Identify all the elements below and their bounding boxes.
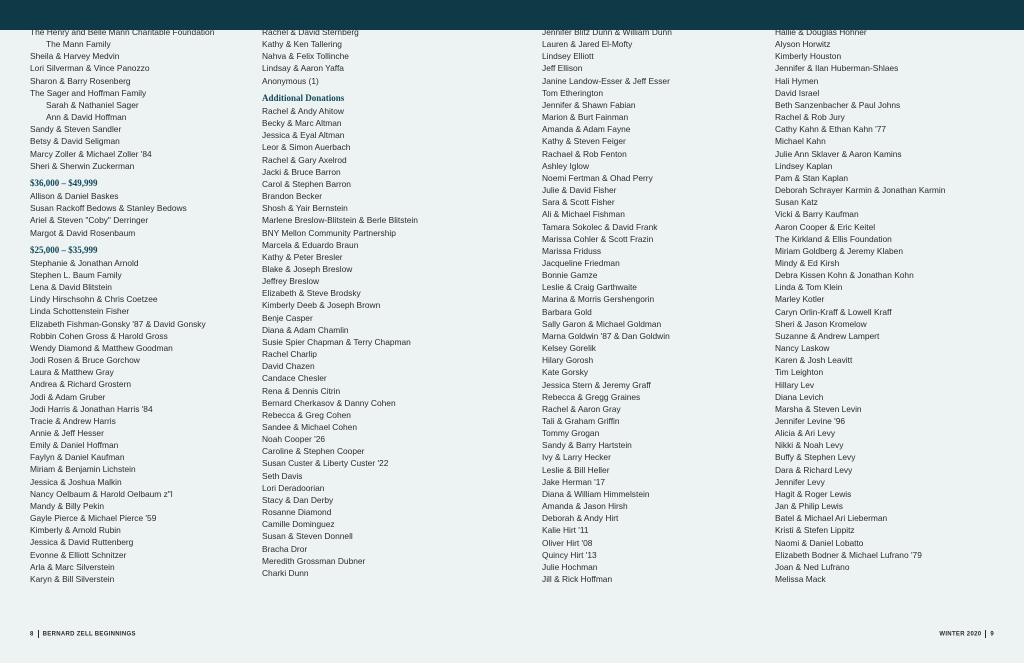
giving-level-heading: $36,000 – $49,999 xyxy=(30,177,98,188)
donor-name: Miriam Goldberg & Jeremy Klaben xyxy=(775,245,904,256)
donor-name: Anonymous (1) xyxy=(262,75,319,86)
donor-name: Lindsey Kaplan xyxy=(775,160,833,171)
donor-name: Elizabeth & Steve Brodsky xyxy=(262,288,361,299)
donor-name: Suzanne & Andrew Lampert xyxy=(775,330,880,341)
donor-name: Rebecca & Greg Cohen xyxy=(262,409,351,420)
page-number-right: 9 xyxy=(990,631,994,638)
donor-name: Rena & Dennis Citrin xyxy=(262,385,341,396)
donor-name: Carol & Stephen Barron xyxy=(262,178,351,189)
donor-name: Tracie & Andrew Harris xyxy=(30,415,116,426)
donor-name: Sarah & Nathaniel Sager xyxy=(46,99,139,110)
donor-name: Elizabeth Bodner & Michael Lufrano '79 xyxy=(775,549,922,560)
donor-name: The Kirkland & Ellis Foundation xyxy=(775,233,892,244)
donor-name: Jennifer Levy xyxy=(775,476,825,487)
donor-name: Nancy Oelbaum & Harold Oelbaum z"l xyxy=(30,488,173,499)
donor-name: Marley Kotler xyxy=(775,294,825,305)
donor-name: Linda & Tom Klein xyxy=(775,282,843,293)
donor-name: Kelsey Gorelik xyxy=(542,343,596,354)
donor-name: Susan Katz xyxy=(775,197,818,208)
donor-name: Nahva & Felix Tollinche xyxy=(262,51,349,62)
donor-name: Rachel & Aaron Gray xyxy=(542,403,621,414)
donor-name: Marissa Friduss xyxy=(542,245,602,256)
donor-name: Jeffrey Breslow xyxy=(262,276,320,287)
donor-name: Jacqueline Friedman xyxy=(542,257,620,268)
donor-name: Debra Kissen Kohn & Jonathan Kohn xyxy=(775,270,914,281)
donor-name: Amanda & Jason Hirsh xyxy=(542,501,628,512)
donor-name: Jennifer & Shawn Fabian xyxy=(542,99,636,110)
donor-name: Marcy Zoller & Michael Zoller '84 xyxy=(30,148,152,159)
donor-name: Sandee & Michael Cohen xyxy=(262,422,357,432)
donor-name: Rachel & Rob Jury xyxy=(775,112,845,123)
donor-name: Karyn & Bill Silverstein xyxy=(30,573,115,584)
donor-name: Emily & Daniel Hoffman xyxy=(30,440,119,451)
donor-name: Rachael & Rob Fenton xyxy=(542,148,627,159)
donor-name: Marsha & Steven Levin xyxy=(775,403,862,414)
donor-name: Joan & Ned Lufrano xyxy=(775,561,850,572)
donor-name: Seth Davis xyxy=(262,470,303,481)
donor-name: Ali & Michael Fishman xyxy=(542,209,625,220)
donor-name: Jodi Rosen & Bruce Gorchow xyxy=(30,355,140,366)
donor-name: Deborah Schrayer Karmin & Jonathan Karmin xyxy=(775,185,946,196)
donor-name: Annie & Jeff Hesser xyxy=(30,428,104,438)
donor-name: Wendy Diamond & Matthew Goodman xyxy=(30,342,173,353)
donor-name: Jill & Rick Hoffman xyxy=(542,574,613,585)
donor-name: Jan & Philip Lewis xyxy=(775,501,843,512)
donor-name: Julie Hochman xyxy=(542,561,598,572)
donor-name: Sheri & Jason Kromelow xyxy=(775,318,867,329)
donor-name: Jacki & Bruce Barron xyxy=(262,166,341,177)
donor-name: Lindsay & Aaron Yaffa xyxy=(262,63,344,74)
donor-name: Ann & David Hoffman xyxy=(46,112,127,123)
donor-name: Sheri & Sherwin Zuckerman xyxy=(30,160,135,171)
donor-name: Kalie Hirt '11 xyxy=(542,525,589,536)
donor-name: The Henry and Belle Mann Charitable Foundation xyxy=(30,27,215,37)
donor-name: Stephen L. Baum Family xyxy=(30,269,122,280)
donor-name: Meredith Grossman Dubner xyxy=(262,555,366,566)
donor-name: Marna Goldwin '87 & Dan Goldwin xyxy=(542,330,670,341)
donor-name: Laura & Matthew Gray xyxy=(30,367,114,378)
donor-name: Arla & Marc Silverstein xyxy=(30,561,115,572)
donor-name: Susan Custer & Liberty Custer '22 xyxy=(262,458,389,469)
donor-name: Sheila & Harvey Medvin xyxy=(30,51,120,62)
donor-name: Stacy & Dan Derby xyxy=(262,494,334,505)
donor-name: Evonne & Elliott Schnitzer xyxy=(30,549,127,560)
donor-name: Kate Gorsky xyxy=(542,367,589,378)
donor-name: Sally Garon & Michael Goldman xyxy=(542,318,662,329)
donor-name: Shosh & Yair Bernstein xyxy=(262,203,348,214)
donor-name: Susie Spier Chapman & Terry Chapman xyxy=(262,336,411,347)
donor-name: The Sager and Hoffman Family xyxy=(30,87,147,98)
donor-name: Leor & Simon Auerbach xyxy=(262,142,351,153)
donor-name: Jessica & Eyal Altman xyxy=(262,130,345,141)
donor-name: David Chazen xyxy=(262,361,315,372)
donor-name: Sandy & Barry Hartstein xyxy=(542,440,632,451)
donor-name: Kathy & Ken Tallering xyxy=(262,39,342,50)
donor-name: Lori Deradoorian xyxy=(262,482,325,493)
donor-column-2 xyxy=(262,26,492,579)
donor-name: Marion & Burt Fainman xyxy=(542,112,629,123)
donor-name: Marissa Cohler & Scott Frazin xyxy=(542,233,654,244)
giving-level-heading: $25,000 – $35,999 xyxy=(30,244,98,255)
donor-name: Allison & Daniel Baskes xyxy=(30,191,119,202)
donor-name: Barbara Gold xyxy=(542,306,592,317)
donor-name: Rebecca & Gregg Graines xyxy=(542,391,641,402)
donor-name: Marlene Breslow-Blitstein & Berle Blitstein xyxy=(262,215,418,226)
donor-name: The Mann Family xyxy=(46,39,111,50)
donor-name: Julie & David Fisher xyxy=(542,185,617,196)
donor-column-4 xyxy=(775,26,1005,585)
donor-name: Mandy & Billy Pekin xyxy=(30,500,105,511)
donor-name: Oliver Hirt '08 xyxy=(542,537,593,548)
donor-name: Kathy & Peter Bresler xyxy=(262,251,343,262)
donor-name: Bracha Dror xyxy=(262,543,308,554)
donor-name: Ivy & Larry Hecker xyxy=(542,452,611,463)
donor-name: Karen & Josh Leavitt xyxy=(775,355,853,366)
donor-name: Jennifer & Ilan Huberman-Shlaes xyxy=(775,63,899,74)
footer-left xyxy=(30,630,136,638)
donor-name: Lauren & Jared El-Mofty xyxy=(542,39,633,50)
donor-name: Nikki & Noah Levy xyxy=(775,440,844,451)
footer-divider xyxy=(985,630,986,638)
donor-name: Susan & Steven Donnell xyxy=(262,531,353,542)
donor-name: Rachel & Andy Ahitow xyxy=(262,105,344,116)
donor-name: Jennifer Levine '96 xyxy=(775,416,846,426)
donor-column-1 xyxy=(30,26,260,585)
donor-name: Pam & Stan Kaplan xyxy=(775,172,849,183)
donor-name: Lindsey Elliott xyxy=(542,51,594,62)
donor-name: BNY Mellon Community Partnership xyxy=(262,227,396,238)
donor-name: Stephanie & Jonathan Arnold xyxy=(30,257,139,268)
donor-name: Sara & Scott Fisher xyxy=(542,197,615,208)
donor-name: Jessica & Joshua Malkin xyxy=(30,476,122,487)
donor-name: Hilary Gorosh xyxy=(542,355,594,366)
donor-name: Kimberly & Arnold Rubin xyxy=(30,525,121,536)
publication-title: BERNARD ZELL BEGINNINGS xyxy=(42,631,136,638)
donor-name: Linda Schottenstein Fisher xyxy=(30,306,130,317)
donor-name: Jodi Harris & Jonathan Harris '84 xyxy=(30,403,153,414)
donor-name: Tommy Grogan xyxy=(542,428,600,439)
donor-name: Tali & Graham Griffin xyxy=(542,416,620,426)
donor-name: Batel & Michael Ari Lieberman xyxy=(775,513,888,524)
donor-name: Gayle Pierce & Michael Pierce '59 xyxy=(30,513,157,524)
donor-name: Lindy Hirschsohn & Chris Coetzee xyxy=(30,294,158,305)
donor-name: David Israel xyxy=(775,87,820,98)
donor-name: Robbin Cohen Gross & Harold Gross xyxy=(30,330,168,341)
footer-divider xyxy=(38,630,39,638)
donor-name: Miriam & Benjamin Lichstein xyxy=(30,464,136,475)
donor-name: Rosanne Diamond xyxy=(262,507,332,518)
footer-right xyxy=(939,630,994,638)
donor-name: Rachel & Gary Axelrod xyxy=(262,154,347,165)
donor-name: Quincy Hirt '13 xyxy=(542,549,597,560)
donor-name: Diana & William Himmelstein xyxy=(542,488,650,499)
donor-name: Lena & David Blitstein xyxy=(30,282,112,293)
donor-name: Caroline & Stephen Cooper xyxy=(262,446,365,457)
donor-name: Mindy & Ed Kirsh xyxy=(775,257,840,268)
donor-name: Hillary Lev xyxy=(775,379,815,390)
donor-name: Bonnie Gamze xyxy=(542,270,598,281)
donor-name: Andrea & Richard Grostern xyxy=(30,379,132,390)
donor-name: Jessica & David Ruttenberg xyxy=(30,537,134,548)
donor-name: Candace Chesler xyxy=(262,373,327,384)
donor-name: Becky & Marc Altman xyxy=(262,118,342,129)
donor-name: Cathy Kahn & Ethan Kahn '77 xyxy=(775,124,887,135)
donor-name: Jake Herman '17 xyxy=(542,476,606,487)
donor-name: Tamara Sokolec & David Frank xyxy=(542,221,658,232)
donor-name: Dara & Richard Levy xyxy=(775,464,853,475)
donor-name: Betsy & David Seligman xyxy=(30,136,120,147)
donor-name: Aaron Cooper & Eric Keitel xyxy=(775,221,876,232)
donor-name: Noemi Fertman & Ohad Perry xyxy=(542,172,653,183)
donor-name: Kimberly Deeb & Joseph Brown xyxy=(262,300,381,311)
donor-name: Janine Landow-Esser & Jeff Esser xyxy=(542,75,670,86)
donor-name: Julie Ann Sklaver & Aaron Kamins xyxy=(775,148,902,159)
donor-name: Ashley Iglow xyxy=(542,160,590,171)
giving-level-heading: Additional Donations xyxy=(262,92,345,103)
donor-name: Bernard Cherkasov & Danny Cohen xyxy=(262,397,396,408)
donor-name: Benje Casper xyxy=(262,312,313,323)
donor-column-3 xyxy=(542,26,772,585)
donor-name: Ariel & Steven "Coby" Derringer xyxy=(30,215,149,226)
donor-name: Margot & David Rosenbaum xyxy=(30,227,136,238)
donor-name: Leslie & Craig Garthwaite xyxy=(542,282,637,293)
donor-name: Marcela & Eduardo Braun xyxy=(262,239,359,250)
donor-name: Jeff Ellison xyxy=(542,63,583,74)
donor-name: Leslie & Bill Heller xyxy=(542,464,610,475)
donor-name: Blake & Joseph Breslow xyxy=(262,263,353,274)
page-number-left: 8 xyxy=(30,631,34,638)
donor-name: Diana & Adam Chamlin xyxy=(262,324,349,335)
donor-name: Kathy & Steven Feiger xyxy=(542,136,626,147)
donor-name: Naomi & Daniel Lobatto xyxy=(775,537,864,548)
donor-name: Alyson Horwitz xyxy=(775,39,831,50)
donor-name: Rachel & David Sternberg xyxy=(262,27,359,37)
donor-name: Tom Etherington xyxy=(542,87,603,98)
donor-name: Charki Dunn xyxy=(262,567,309,578)
donor-name: Camille Dominguez xyxy=(262,519,335,530)
donor-name: Lori Silverman & Vince Panozzo xyxy=(30,63,150,74)
donor-name: Rachel Charlip xyxy=(262,349,317,360)
donor-name: Faylyn & Daniel Kaufman xyxy=(30,452,125,463)
issue-title: WINTER 2020 xyxy=(939,631,982,638)
donor-name: Hallie & Douglas Hohner xyxy=(775,27,867,37)
donor-name: Jodi & Adam Gruber xyxy=(30,391,106,402)
donor-name: Melissa Mack xyxy=(775,574,826,585)
donor-name: Sandy & Steven Sandler xyxy=(30,124,122,135)
donor-name: Hali Hymen xyxy=(775,75,819,86)
donor-name: Tim Leighton xyxy=(775,367,824,378)
donor-name: Michael Kahn xyxy=(775,136,826,147)
donor-name: Brandon Becker xyxy=(262,191,323,202)
donor-name: Diana Levich xyxy=(775,391,824,402)
donor-name: Amanda & Adam Fayne xyxy=(542,124,631,135)
donor-name: Kimberly Houston xyxy=(775,51,842,62)
donor-name: Caryn Orlin-Kraff & Lowell Kraff xyxy=(775,306,892,317)
donor-name: Kristi & Stefen Lippitz xyxy=(775,525,855,536)
donor-name: Jennifer Blitz Dunn & William Dunn xyxy=(542,27,672,37)
donor-name: Susan Rackoff Bedows & Stanley Bedows xyxy=(30,203,187,214)
donor-name: Jessica Stern & Jeremy Graff xyxy=(542,379,651,390)
donor-name: Sharon & Barry Rosenberg xyxy=(30,75,131,86)
donor-name: Beth Sanzenbacher & Paul Johns xyxy=(775,99,901,110)
donor-name: Noah Cooper '26 xyxy=(262,434,326,445)
donor-name: Deborah & Andy Hirt xyxy=(542,513,619,524)
donor-name: Alicia & Ari Levy xyxy=(775,428,836,439)
donor-name: Hagit & Roger Lewis xyxy=(775,488,852,499)
donor-name: Nancy Laskow xyxy=(775,343,830,354)
donor-name: Marina & Morris Gershengorin xyxy=(542,294,655,305)
donor-name: Buffy & Stephen Levy xyxy=(775,452,856,463)
donor-name: Elizabeth Fishman-Gonsky '87 & David Gonsky xyxy=(30,318,206,329)
donor-name: Vicki & Barry Kaufman xyxy=(775,209,859,220)
